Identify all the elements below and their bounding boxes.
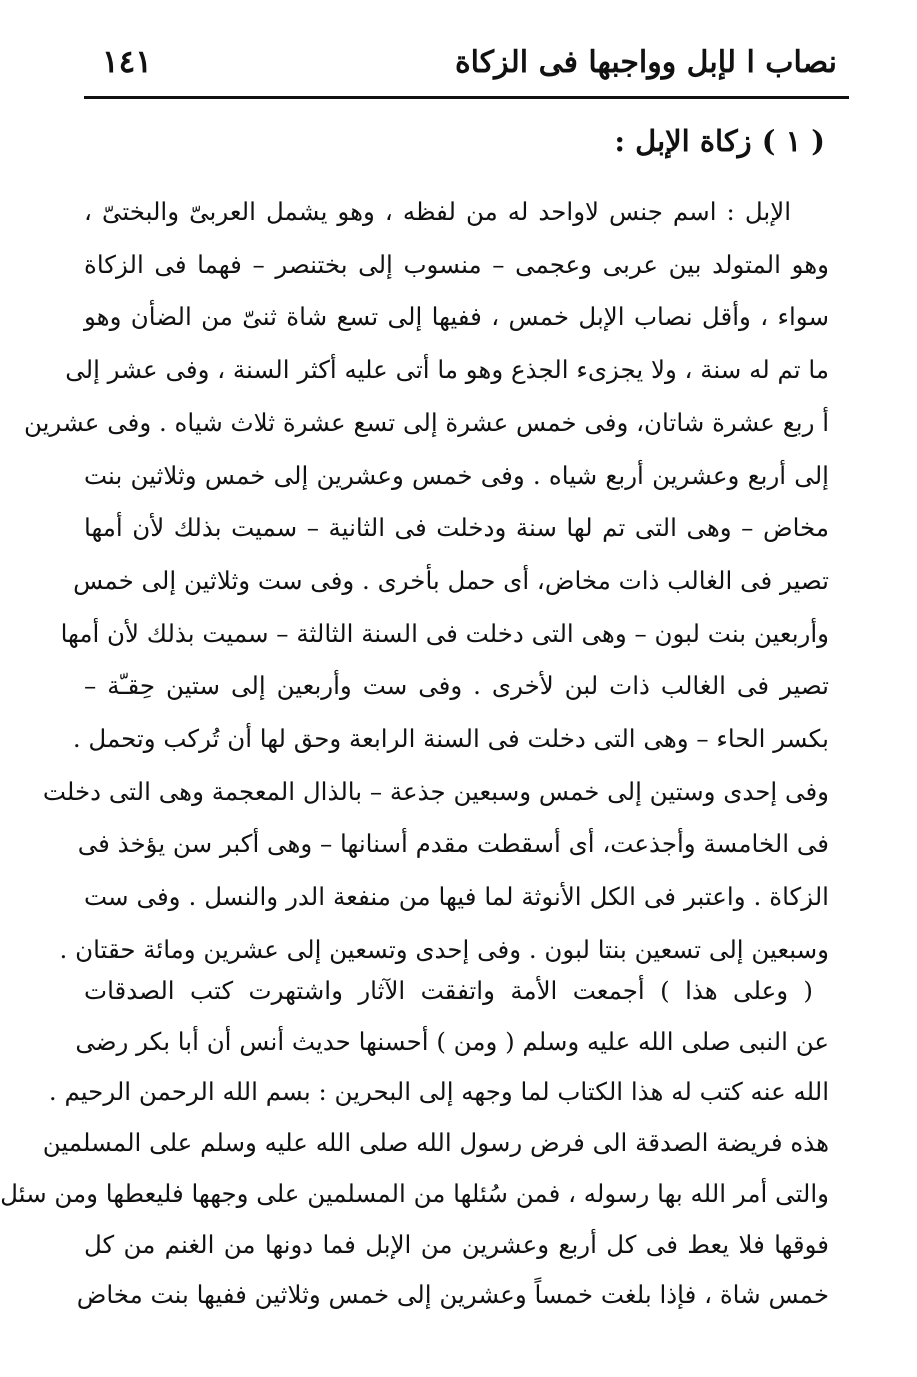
text-line: ما تم له سنة ، ولا يجزىء الجذع وهو ما أتى عليه أكثر السنة ، وفى عشر إلى <box>65 355 829 385</box>
running-header <box>84 34 847 90</box>
text-line: ( وعلى هذا ) أجمعت الأمة واتفقت الآثار واشتهرت كتب الصدقات <box>84 976 813 1005</box>
text-line: فى الخامسة وأجذعت، أى أسقطت مقدم أسنانها – وهى أكبر سن يؤخذ فى <box>77 829 829 859</box>
text-line: وهو المتولد بين عربى وعجمى – منسوب إلى بختنصر – فهما فى الزكاة <box>84 249 829 279</box>
text-line: تصير فى الغالب ذات مخاض، أى حمل بأخرى . وفى ست وثلاثين إلى خمس <box>73 565 829 595</box>
text-line: الإبل : اسم جنس لاواحد له من لفظه ، وهو يشمل العربىّ والبختىّ ، <box>84 197 791 226</box>
running-title: نصاب ا لإبل وواجبها فى الزكاة <box>454 44 837 80</box>
text-line: الزكاة . واعتبر فى الكل الأنوثة لما فيها من منفعة الدر والنسل . وفى ست <box>84 882 829 912</box>
text-line: وسبعين إلى تسعين بنتا لبون . وفى إحدى وتسعين إلى عشرين ومائة حقتان . <box>59 934 829 964</box>
text-line: الله عنه كتب له هذا الكتاب لما وجهه إلى البحرين : بسم الله الرحمن الرحيم . <box>48 1077 829 1107</box>
text-line: عن النبى صلى الله عليه وسلم ( ومن ) أحسنها حديث أنس أن أبا بكر رضى <box>75 1026 829 1056</box>
text-line: هذه فريضة الصدقة الى فرض رسول الله صلى الله عليه وسلم على المسلمين <box>42 1128 829 1158</box>
header-rule <box>84 96 849 99</box>
text-line: وفى إحدى وستين إلى خمس وسبعين جذعة – بالذال المعجمة وهى التى دخلت <box>42 776 829 806</box>
text-line: بكسر الحاء – وهى التى دخلت فى السنة الرابعة وحق لها أن تُركب وتحمل . <box>72 724 829 754</box>
page-number: ١٤١ <box>102 44 152 80</box>
section-heading: ( ١ ) زكاة الإبل : <box>614 124 825 158</box>
text-line: مخاض – وهى التى تم لها سنة ودخلت فى الثانية – سميت بذلك لأن أمها <box>84 513 829 543</box>
text-line: فوقها فلا يعط فى كل أربع وعشرين من الإبل فما دونها من الغنم من كل <box>84 1229 829 1259</box>
paragraph-camel-zakat <box>23 186 829 977</box>
text-line: وأربعين بنت لبون – وهى التى دخلت فى السنة الثالثة – سميت بذلك لأن أمها <box>60 618 829 648</box>
paragraph-hadith-anas <box>0 966 829 1321</box>
text-line: خمس شاة ، فإذا بلغت خمساً وعشرين إلى خمس وثلاثين ففيها بنت مخاض <box>76 1280 829 1310</box>
text-line: أ ربع عشرة شاتان، وفى خمس عشرة إلى تسع عشرة ثلاث شياه . وفى عشرين <box>23 407 829 437</box>
text-line: تصير فى الغالب ذات لبن لأخرى . وفى ست وأربعين إلى ستين حِقـّة – <box>84 671 829 701</box>
text-line: والتى أمر الله بها رسوله ، فمن سُئلها من المسلمين على وجهها فليعطها ومن سئل <box>0 1178 829 1208</box>
text-line: إلى أربع وعشرين أربع شياه . وفى خمس وعشرين إلى خمس وثلاثين بنت <box>84 460 829 490</box>
text-line: سواء ، وأقل نصاب الإبل خمس ، ففيها إلى تسع شاة ثنىّ من الضأن وهو <box>84 302 829 332</box>
